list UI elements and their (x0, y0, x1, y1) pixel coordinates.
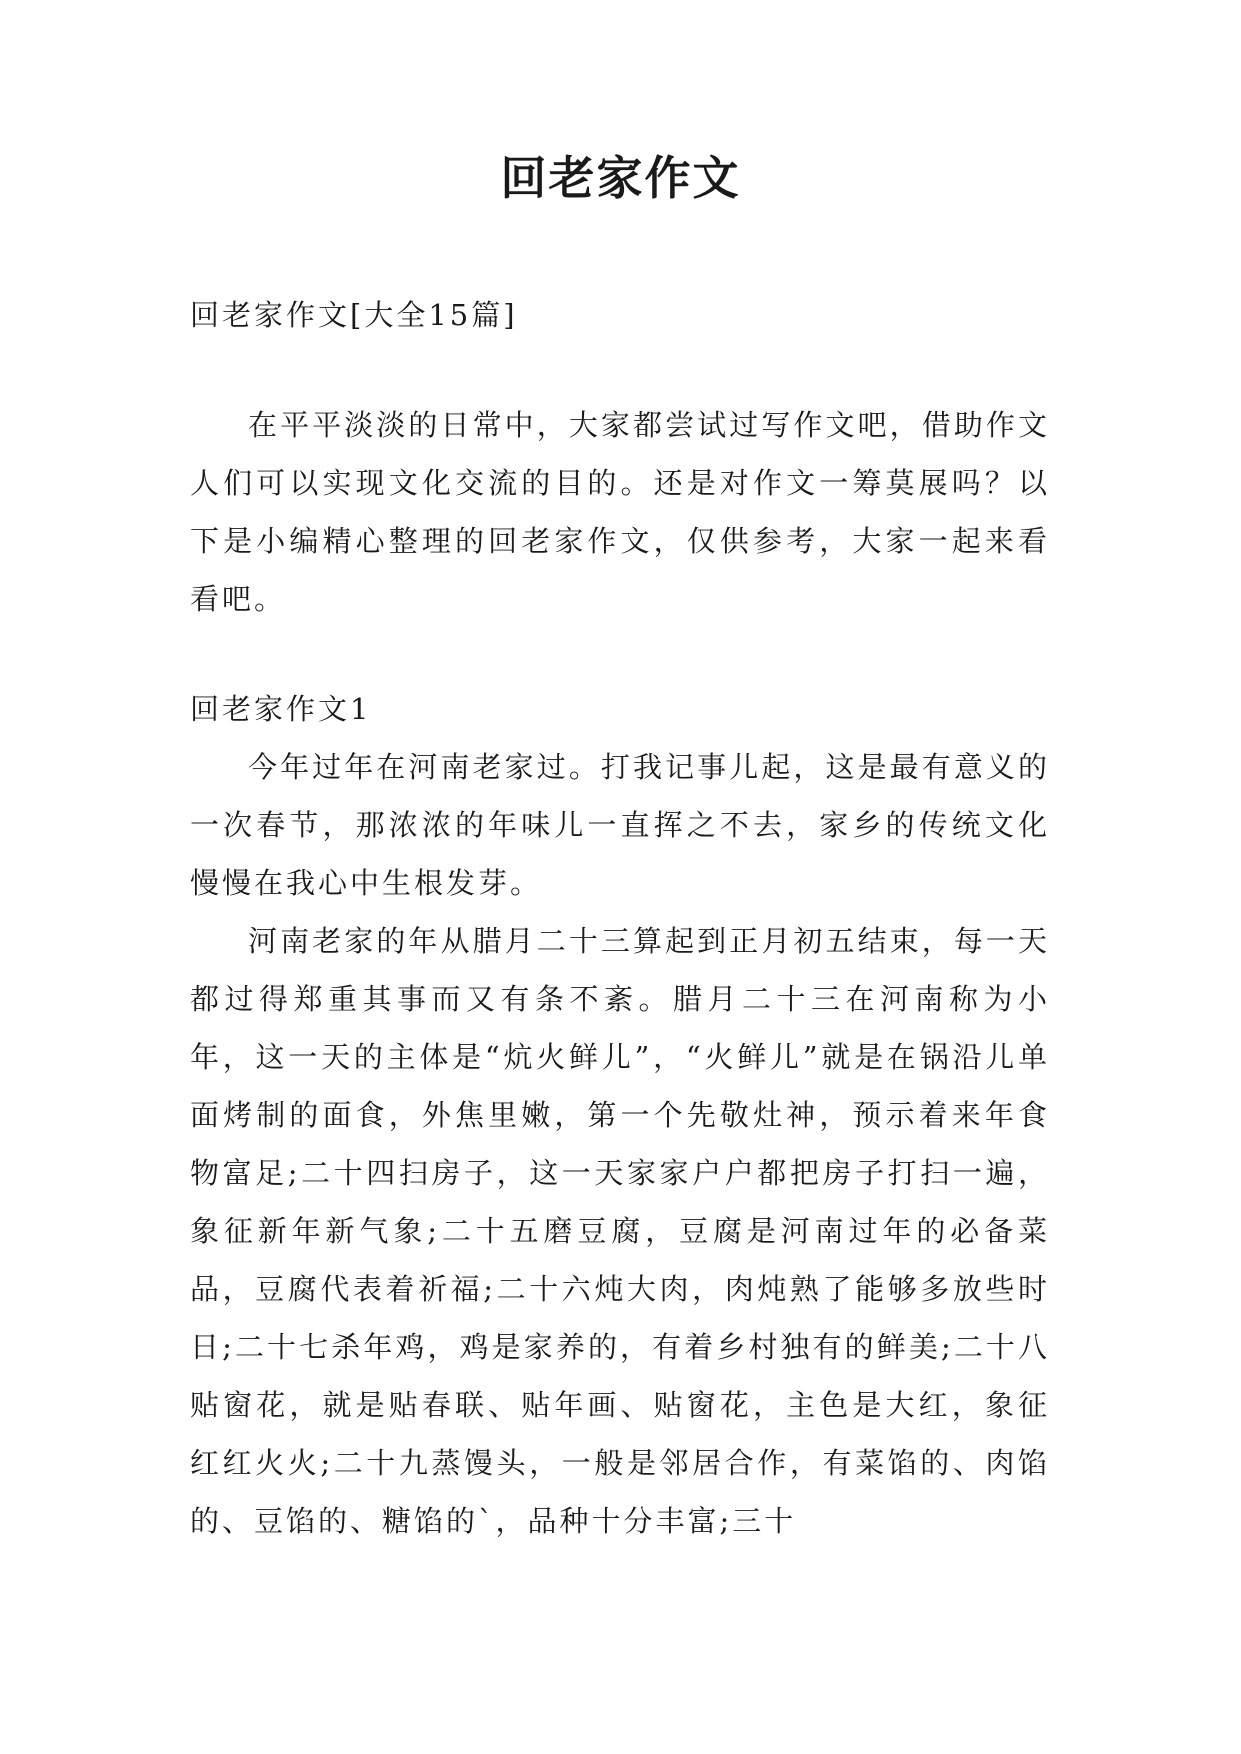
document-subtitle: 回老家作文[大全15篇] (190, 298, 518, 332)
intro-paragraph: 在平平淡淡的日常中，大家都尝试过写作文吧，借助作文人们可以实现文化交流的目的。还是对作文一筹莫展吗？以下是小编精心整理的回老家作文，仅供参考，大家一起来看看吧。 (190, 408, 1050, 616)
body-paragraph: 河南老家的年从腊月二十三算起到正月初五结束，每一天都过得郑重其事而又有条不紊。腊月二十三在河南称为小年，这一天的主体是“炕火鲜儿”，“火鲜儿”就是在锅沿儿单面烤制的面食，外焦里嫩，第一个先敬灶神，预示着来年食物富足;二十四扫房子，这一天家家户户都把房子打扫一遍，象征新年新气象;二十五磨豆腐，豆腐是河南过年的必备菜品，豆腐代表着祈福;二十六炖大肉，肉炖熟了能够多放些时日;二十七杀年鸡，鸡是家养的，有着乡村独有的鲜美;二十八贴窗花，就是贴春联、贴年画、贴窗花，主色是大红，象征红红火火;二十九蒸馒头，一般是邻居合作，有菜馅的、肉馅的、豆馅的、糖馅的`，品种十分丰富;三十 (190, 924, 1050, 1538)
body-paragraph: 今年过年在河南老家过。打我记事儿起，这是最有意义的一次春节，那浓浓的年味儿一直挥之不去，家乡的传统文化慢慢在我心中生根发芽。 (190, 750, 1050, 900)
document-body (190, 286, 1050, 1550)
section-heading: 回老家作文1 (190, 692, 372, 726)
page-title: 回老家作文 (500, 151, 741, 205)
